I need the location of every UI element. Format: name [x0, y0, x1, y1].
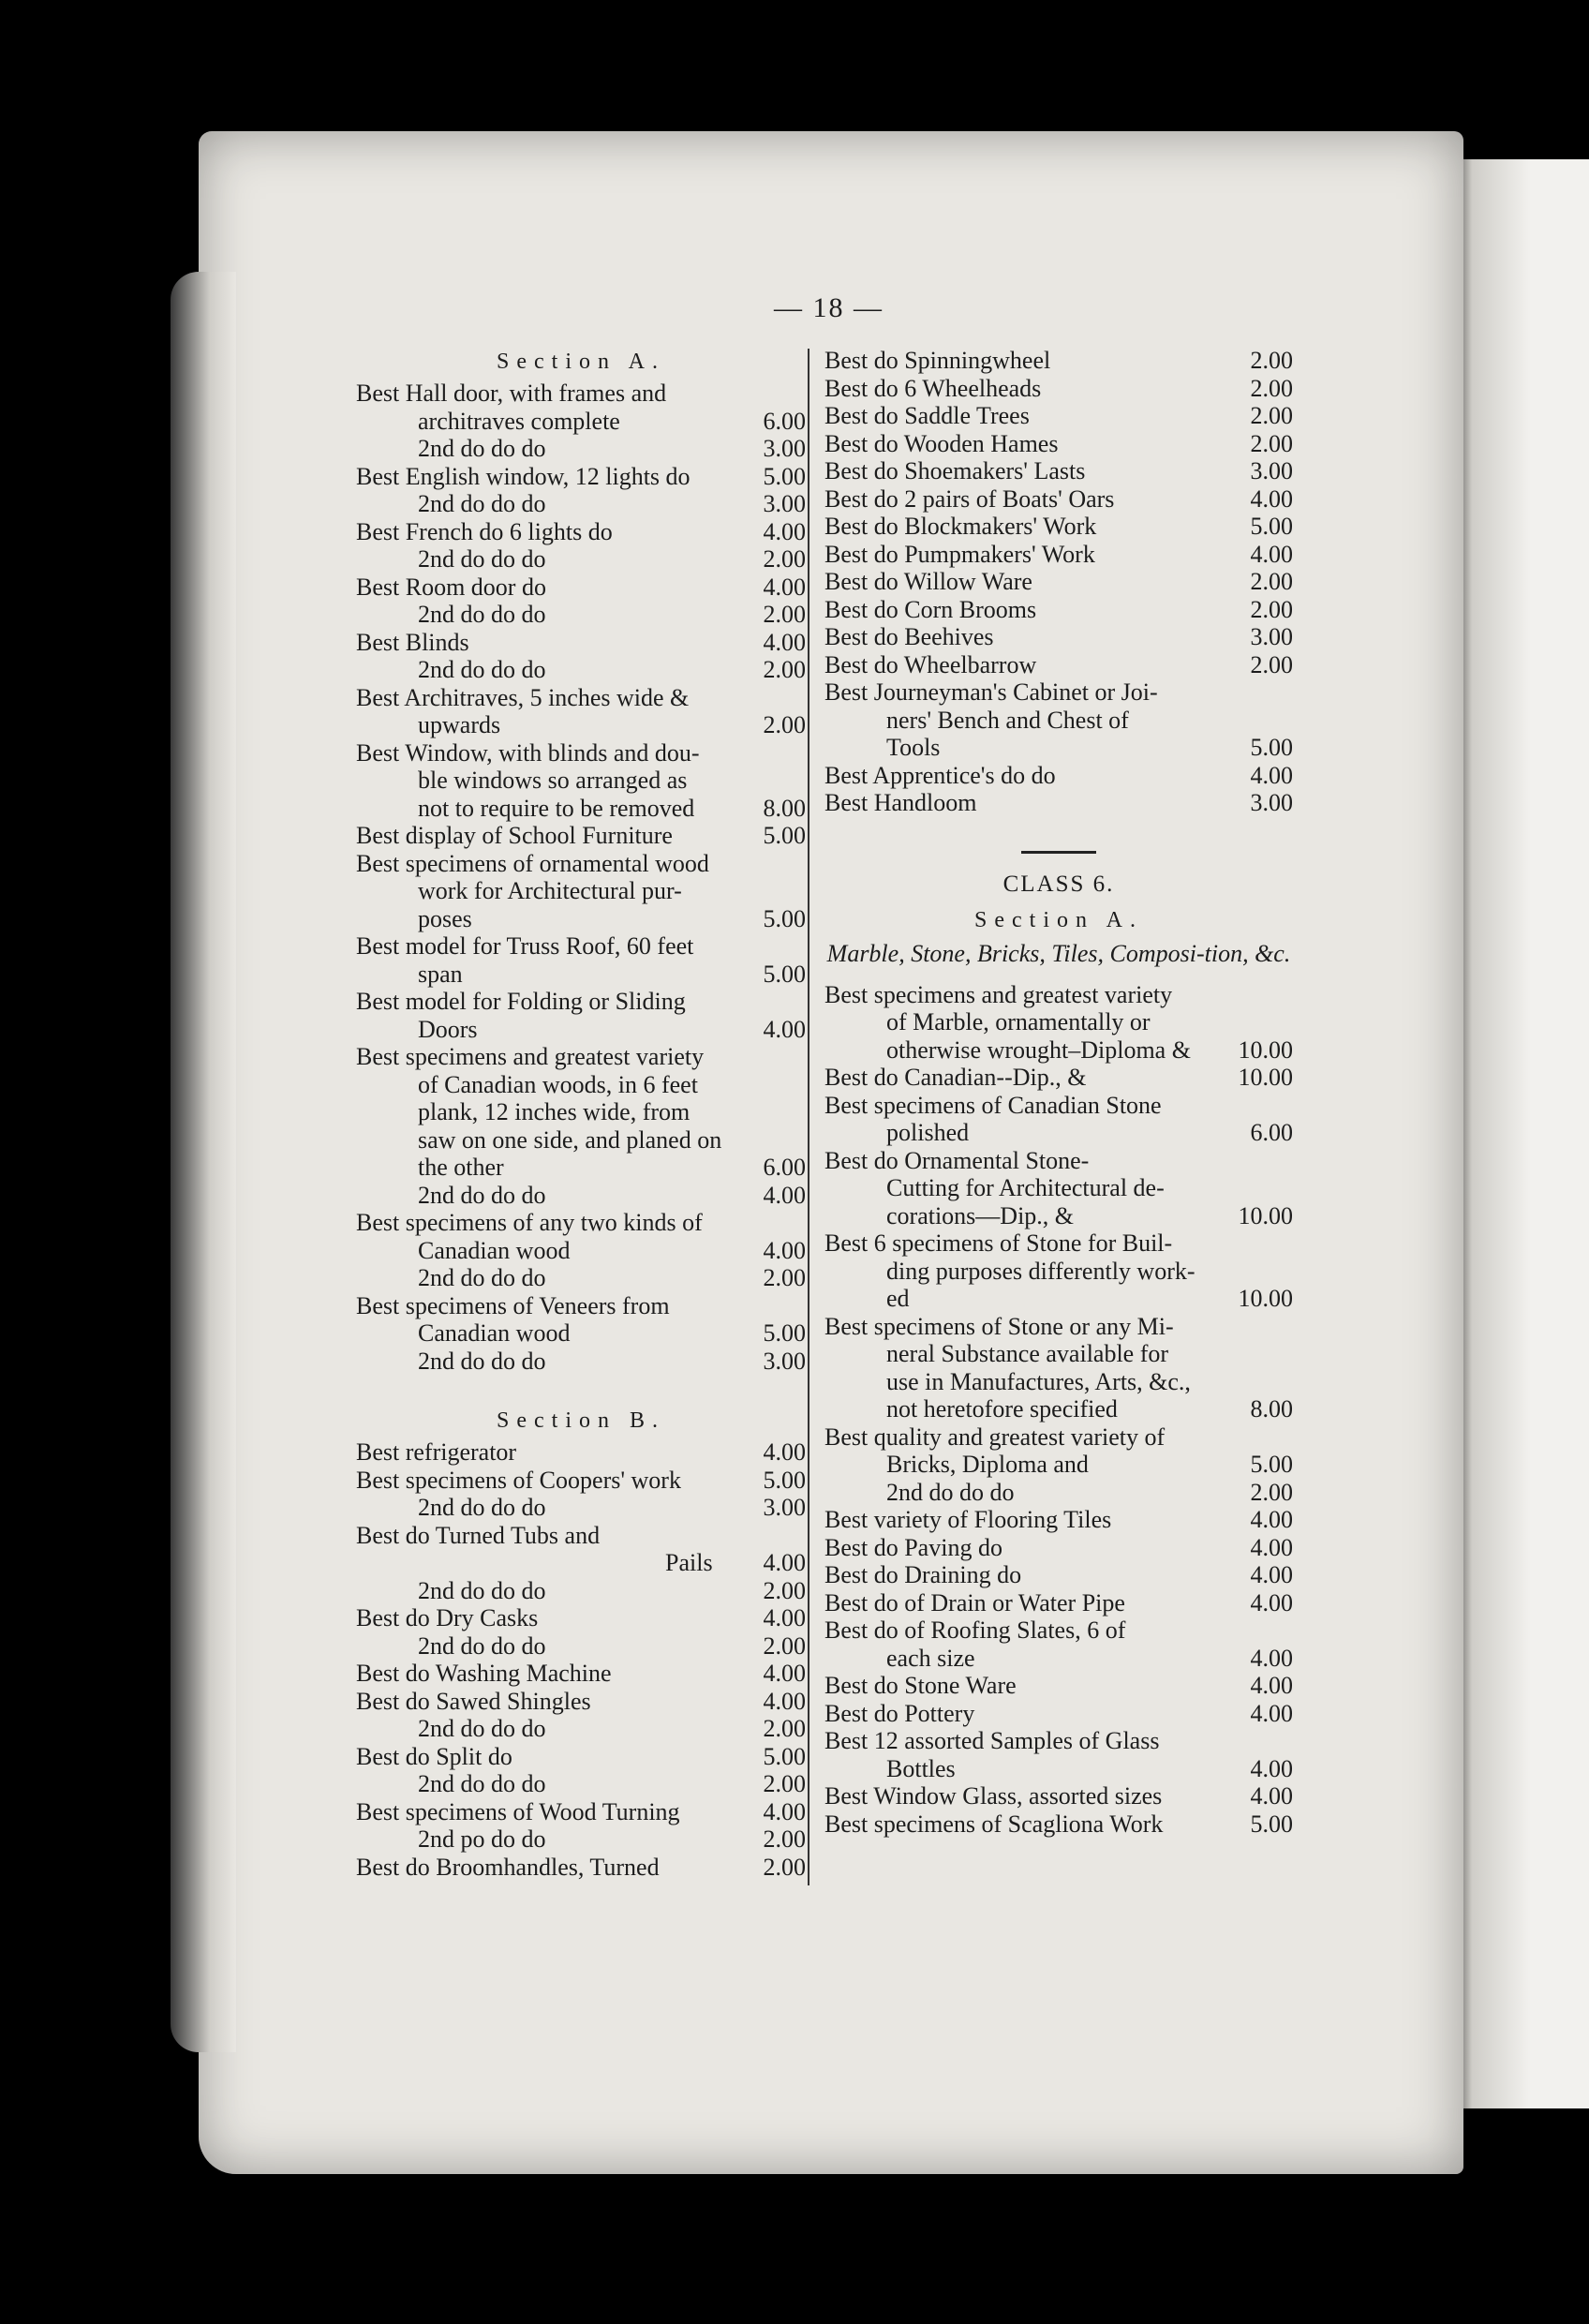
entry-text: Best do of Roofing Slates, 6 of [824, 1616, 1126, 1644]
section-b-heading: Section B. [497, 1408, 665, 1433]
prize-entry [824, 1589, 1293, 1617]
entry-value: 5.00 [1250, 734, 1293, 761]
entry-value: 4.00 [763, 1549, 806, 1576]
entry-text: Doors [418, 1015, 478, 1043]
prize-entry [356, 656, 806, 684]
prize-entry [824, 1616, 1293, 1645]
entry-text: ners' Bench and Chest of [886, 706, 1129, 734]
entry-text: Best specimens of Veneers from [356, 1291, 670, 1319]
prize-entry [356, 1154, 806, 1182]
entry-text: Best do Spinningwheel [824, 347, 1051, 374]
prize-entry [356, 518, 806, 546]
prize-entry [356, 1825, 806, 1854]
entry-value: 4.00 [763, 1604, 806, 1631]
entry-value: 6.00 [1250, 1119, 1293, 1146]
entry-text: Best do Wheelbarrow [824, 650, 1037, 678]
entry-text: Best do Dry Casks [356, 1604, 539, 1631]
entry-text: use in Manufactures, Arts, &c., [886, 1367, 1191, 1395]
entry-text: not to require to be removed [418, 794, 695, 822]
prize-entry [356, 850, 806, 878]
entry-value: 3.00 [1250, 789, 1293, 816]
entry-text: Best model for Truss Roof, 60 feet [356, 932, 694, 960]
entry-text: Best specimens and greatest variety [824, 980, 1173, 1008]
prize-entry [824, 1782, 1293, 1810]
entry-text: Best refrigerator [356, 1438, 517, 1466]
prize-entry [356, 1016, 806, 1044]
prize-entry [824, 457, 1293, 485]
prize-entry [356, 1577, 806, 1605]
prize-entry [824, 1174, 1293, 1202]
entry-text: upwards [418, 711, 501, 738]
prize-entry [356, 1494, 806, 1522]
entry-text: Best do Ornamental Stone- [824, 1146, 1090, 1174]
entry-value: 2.00 [763, 1825, 806, 1853]
entry-text: Best do Draining do [824, 1561, 1022, 1588]
entry-value: 5.00 [763, 462, 806, 490]
prize-entry [824, 1755, 1293, 1783]
entry-value: 6.00 [763, 1154, 806, 1181]
prize-entry [356, 1319, 806, 1348]
entry-value: 2.00 [1250, 347, 1293, 374]
entry-value: 4.00 [763, 628, 806, 656]
entry-value: 4.00 [1250, 484, 1293, 513]
prize-entry [824, 1700, 1293, 1728]
prize-entry [824, 678, 1293, 707]
entry-text: 2nd do do do [418, 545, 546, 573]
entry-text: Best specimens of Wood Turning [356, 1797, 680, 1825]
prize-entry [356, 1743, 806, 1771]
entry-text: Best Apprentice's do do [824, 761, 1056, 789]
entry-text: Best do 6 Wheelheads [824, 374, 1042, 402]
entry-value: 5.00 [763, 1742, 806, 1770]
entry-text: Canadian wood [418, 1236, 571, 1264]
entry-value: 4.00 [763, 1660, 806, 1687]
entry-value: 4.00 [763, 1015, 806, 1043]
entry-text: 2nd do do do [418, 490, 546, 517]
class-6-list [824, 981, 1293, 1839]
prize-entry [824, 1202, 1293, 1230]
entry-value: 6.00 [763, 407, 806, 435]
entry-value: 2.00 [763, 601, 806, 628]
prize-entry [824, 707, 1293, 735]
entry-text: Best do Willow Ware [824, 568, 1032, 595]
entry-text: Best Journeyman's Cabinet or Joi- [824, 678, 1158, 706]
entry-value: 4.00 [763, 517, 806, 545]
prize-entry [356, 490, 806, 518]
prize-entry [824, 402, 1293, 430]
prize-entry [824, 1036, 1293, 1065]
entry-value: 4.00 [1250, 1782, 1293, 1810]
left-column [356, 342, 806, 1881]
entry-value: 2.00 [1250, 374, 1293, 402]
entry-text: of Canadian woods, in 6 feet [418, 1070, 698, 1098]
entry-text: Bricks, Diploma and [886, 1451, 1089, 1478]
section-a-list [356, 380, 806, 1375]
class-rule [1021, 851, 1096, 854]
class-6-subtitle: Marble, Stone, Bricks, Tiles, Composi-tion, &c. [826, 939, 1291, 967]
prize-entry [356, 932, 806, 961]
prize-entry [356, 988, 806, 1016]
entry-text: Best Architraves, 5 inches wide & [356, 683, 690, 711]
entry-text: otherwise wrought–Diploma & [886, 1035, 1191, 1064]
entry-text: architraves complete [418, 407, 620, 435]
entry-value: 4.00 [1250, 1699, 1293, 1727]
entry-value: 5.00 [763, 822, 806, 849]
prize-entry [356, 1688, 806, 1716]
prize-entry [356, 1660, 806, 1688]
class-6-section-a-heading: Section A. [974, 907, 1143, 932]
entry-value: 2.00 [763, 1631, 806, 1660]
prize-entry [824, 623, 1293, 651]
entry-text: Best model for Folding or Sliding [356, 988, 686, 1015]
entry-text: Best do Beehives [824, 623, 994, 650]
entry-text: 2nd do do do [418, 1631, 546, 1660]
prize-entry [824, 375, 1293, 403]
entry-text: Best do 2 pairs of Boats' Oars [824, 484, 1115, 513]
entry-text: 2nd do do do [418, 435, 546, 462]
entry-value: 4.00 [1250, 1506, 1293, 1533]
entry-text: each size [886, 1644, 975, 1672]
entry-value: 4.00 [763, 1236, 806, 1264]
entry-value: 3.00 [763, 1347, 806, 1375]
entry-text: Best 6 specimens of Stone for Buil- [824, 1229, 1173, 1257]
prize-entry [824, 1064, 1293, 1092]
prize-entry [824, 1506, 1293, 1534]
prize-entry [824, 1008, 1293, 1036]
entry-value: 2.00 [1250, 1478, 1293, 1506]
prize-entry [356, 1770, 806, 1798]
entry-text: Best do Turned Tubs and [356, 1521, 601, 1549]
adjacent-page-edge [1443, 159, 1589, 2108]
prize-entry [356, 380, 806, 408]
entry-value: 4.00 [763, 1181, 806, 1209]
prize-entry [356, 1098, 806, 1126]
entry-value: 3.00 [1250, 457, 1293, 484]
prize-entry [824, 347, 1293, 375]
prize-entry [356, 1292, 806, 1320]
entry-value: 5.00 [1250, 1451, 1293, 1478]
entry-value: 4.00 [763, 573, 806, 601]
entry-text: 2nd do do do [418, 1715, 546, 1742]
prize-entry [824, 430, 1293, 458]
entry-text: Best display of School Furniture [356, 822, 673, 849]
section-a-heading: Section A. [497, 350, 665, 374]
entry-text: Best English window, 12 lights do [356, 462, 691, 490]
prize-entry [356, 1264, 806, 1292]
entry-text: 2nd do do do [418, 1494, 546, 1521]
entry-text: Cutting for Architectural de- [886, 1174, 1165, 1201]
prize-entry [356, 1632, 806, 1661]
entry-text: Best do Paving do [824, 1533, 1002, 1561]
entry-value: 5.00 [763, 904, 806, 932]
entry-value: 5.00 [1250, 1810, 1293, 1838]
entry-value: 4.00 [1250, 540, 1293, 568]
entry-text: Best Hall door, with frames and [356, 380, 667, 407]
prize-entry [824, 1119, 1293, 1147]
entry-text: 2nd do do do [418, 656, 546, 683]
prize-entry [356, 767, 806, 795]
entry-value: 10.00 [1238, 1285, 1293, 1312]
entry-text: neral Substance available for [886, 1340, 1169, 1367]
entry-text: 2nd do do do [418, 1347, 546, 1375]
entry-value: 5.00 [763, 960, 806, 988]
entry-value: 4.00 [1250, 1588, 1293, 1616]
prize-entry [824, 1727, 1293, 1755]
entry-text: ble windows so arranged as [418, 767, 688, 794]
prize-entry [824, 1451, 1293, 1479]
entry-text: ding purposes differently work- [886, 1257, 1195, 1285]
entry-value: 2.00 [763, 1715, 806, 1742]
entry-text: Best Room door do [356, 573, 546, 601]
prize-entry [356, 1237, 806, 1265]
entry-value: 5.00 [763, 1466, 806, 1494]
entry-value: 2.00 [1250, 568, 1293, 595]
right-column [824, 347, 1293, 1838]
prize-entry [824, 1672, 1293, 1700]
prize-entry [356, 435, 806, 463]
entry-text: Best specimens of any two kinds of [356, 1209, 703, 1236]
entry-text: 2nd po do do [418, 1825, 546, 1853]
entry-text: Best quality and greatest variety of [824, 1423, 1166, 1451]
entry-value: 8.00 [763, 794, 806, 822]
entry-text: Best specimens and greatest variety [356, 1043, 705, 1070]
prize-entry [356, 1467, 806, 1495]
prize-entry [824, 1479, 1293, 1507]
entry-value: 10.00 [1238, 1035, 1293, 1064]
prize-entry [356, 1071, 806, 1099]
entry-text: Best specimens of Stone or any Mi- [824, 1312, 1174, 1340]
entry-text: polished [886, 1119, 970, 1146]
prize-entry [824, 789, 1293, 817]
entry-text: plank, 12 inches wide, from [418, 1098, 691, 1125]
prize-entry [824, 1368, 1293, 1396]
prize-entry [356, 1522, 806, 1550]
prize-entry [824, 981, 1293, 1009]
prize-entry [824, 1395, 1293, 1423]
prize-entry [824, 1258, 1293, 1286]
prize-entry [824, 1810, 1293, 1839]
prize-entry [356, 711, 806, 739]
entry-value: 10.00 [1238, 1201, 1293, 1229]
entry-text: 2nd do do do [886, 1478, 1015, 1506]
entry-text: saw on one side, and planed on [418, 1125, 722, 1154]
prize-entry [824, 762, 1293, 790]
entry-value: 2.00 [763, 545, 806, 573]
prize-entry [356, 795, 806, 823]
entry-text: Best Window, with blinds and dou- [356, 738, 700, 767]
class-5-continued-list [824, 347, 1293, 817]
entry-text: ed [886, 1285, 910, 1312]
entry-value: 4.00 [1250, 1754, 1293, 1782]
entry-text: Best do Shoemakers' Lasts [824, 457, 1086, 484]
prize-entry [356, 1348, 806, 1376]
prize-entry [356, 1182, 806, 1210]
prize-entry [824, 541, 1293, 569]
entry-text: Best Window Glass, assorted sizes [824, 1782, 1163, 1810]
prize-entry [356, 601, 806, 629]
prize-entry [356, 1854, 806, 1882]
prize-entry [824, 1147, 1293, 1175]
prize-entry [356, 1043, 806, 1071]
entry-value: 4.00 [763, 1438, 806, 1466]
entry-text: of Marble, ornamentally or [886, 1008, 1151, 1035]
entry-text: Best do Split do [356, 1742, 512, 1770]
entry-text: Canadian wood [418, 1319, 571, 1347]
entry-text: 2nd do do do [418, 1576, 546, 1604]
entry-value: 4.00 [1250, 1561, 1293, 1588]
page-number: — 18 — [774, 292, 884, 323]
entry-text: Best Handloom [824, 789, 977, 816]
entry-value: 8.00 [1250, 1395, 1293, 1423]
entry-text: Best do Canadian--Dip., & [824, 1064, 1087, 1091]
entry-text: Best French do 6 lights do [356, 517, 613, 545]
prize-entry [824, 1561, 1293, 1589]
entry-value: 4.00 [1250, 1644, 1293, 1672]
entry-text: Best do of Drain or Water Pipe [824, 1588, 1125, 1616]
prize-entry [356, 877, 806, 905]
prize-entry [824, 651, 1293, 679]
entry-text: Pails [665, 1549, 713, 1576]
entry-value: 5.00 [1250, 513, 1293, 540]
prize-entry [824, 1340, 1293, 1368]
prize-entry [356, 1604, 806, 1632]
prize-entry [356, 1126, 806, 1155]
entry-value: 2.00 [763, 1770, 806, 1797]
entry-text: Best do Broomhandles, Turned [356, 1853, 660, 1881]
prize-entry [824, 1229, 1293, 1258]
entry-value: 2.00 [763, 711, 806, 738]
entry-value: 2.00 [1250, 429, 1293, 457]
prize-entry [356, 1798, 806, 1826]
prize-entry [824, 568, 1293, 596]
entry-text: Best specimens of Canadian Stone [824, 1091, 1162, 1119]
prize-entry [356, 574, 806, 602]
prize-entry [356, 684, 806, 712]
entry-text: Best do Stone Ware [824, 1672, 1017, 1699]
prize-entry [356, 545, 806, 574]
prize-entry [824, 1534, 1293, 1562]
column-divider [808, 349, 809, 1885]
entry-value: 2.00 [763, 656, 806, 683]
section-b-list [356, 1438, 806, 1881]
entry-text: Best specimens of ornamental wood [356, 849, 709, 877]
prize-entry [824, 734, 1293, 762]
entry-text: work for Architectural pur- [418, 877, 682, 904]
entry-value: 2.00 [1250, 595, 1293, 623]
entry-text: poses [418, 904, 472, 932]
entry-text: Tools [886, 734, 941, 761]
entry-text: corations—Dip., & [886, 1201, 1075, 1229]
prize-entry [356, 1715, 806, 1743]
prize-entry [824, 513, 1293, 541]
entry-text: 2nd do do do [418, 1264, 546, 1291]
entry-value: 3.00 [1250, 623, 1293, 650]
entry-text: Best do Wooden Hames [824, 429, 1059, 457]
entry-value: 2.00 [763, 1576, 806, 1604]
entry-text: Bottles [886, 1754, 956, 1782]
prize-entry [356, 1549, 806, 1577]
entry-value: 2.00 [1250, 650, 1293, 678]
entry-text: 2nd do do do [418, 1770, 546, 1797]
entry-value: 10.00 [1238, 1064, 1293, 1091]
entry-text: Best 12 assorted Samples of Glass [824, 1727, 1160, 1754]
prize-entry [824, 1313, 1293, 1341]
entry-text: Best Blinds [356, 628, 469, 656]
prize-entry [824, 1092, 1293, 1120]
entry-text: Best variety of Flooring Tiles [824, 1506, 1112, 1533]
entry-value: 2.00 [763, 1264, 806, 1291]
entry-text: Best specimens of Coopers' work [356, 1466, 681, 1494]
entry-value: 4.00 [763, 1687, 806, 1715]
prize-entry [356, 463, 806, 491]
entry-text: not heretofore specified [886, 1395, 1118, 1423]
entry-value: 5.00 [763, 1319, 806, 1347]
entry-value: 3.00 [763, 435, 806, 462]
entry-text: Best do Sawed Shingles [356, 1687, 591, 1715]
entry-text: Best do Blockmakers' Work [824, 513, 1097, 540]
prize-entry [824, 1285, 1293, 1313]
prize-entry [824, 1423, 1293, 1452]
prize-entry [824, 485, 1293, 514]
entry-text: Best do Corn Brooms [824, 595, 1037, 623]
entry-value: 4.00 [1250, 1533, 1293, 1561]
prize-entry [356, 629, 806, 657]
entry-text: span [418, 960, 463, 988]
entry-text: Best do Pottery [824, 1699, 975, 1727]
entry-value: 2.00 [763, 1853, 806, 1881]
entry-value: 3.00 [763, 1494, 806, 1521]
prize-entry [356, 408, 806, 436]
prize-entry [356, 822, 806, 850]
entry-value: 2.00 [1250, 402, 1293, 429]
entry-value: 4.00 [1250, 761, 1293, 789]
prize-entry [824, 596, 1293, 624]
entry-text: Best specimens of Scagliona Work [824, 1810, 1164, 1838]
entry-text: Best do Pumpmakers' Work [824, 540, 1095, 568]
prize-entry [356, 1209, 806, 1237]
prize-entry [356, 1438, 806, 1467]
prize-entry [356, 905, 806, 933]
prize-entry [356, 961, 806, 989]
prize-entry [356, 739, 806, 767]
entry-text: 2nd do do do [418, 1181, 546, 1209]
entry-text: 2nd do do do [418, 601, 546, 628]
entry-text: Best do Saddle Trees [824, 402, 1030, 429]
entry-value: 3.00 [763, 490, 806, 517]
prize-entry [824, 1645, 1293, 1673]
entry-text: Best do Washing Machine [356, 1660, 612, 1687]
entry-value: 4.00 [1250, 1672, 1293, 1699]
entry-text: the other [418, 1154, 504, 1181]
entry-value: 4.00 [763, 1797, 806, 1825]
class-6-heading: CLASS 6. [1002, 871, 1115, 897]
